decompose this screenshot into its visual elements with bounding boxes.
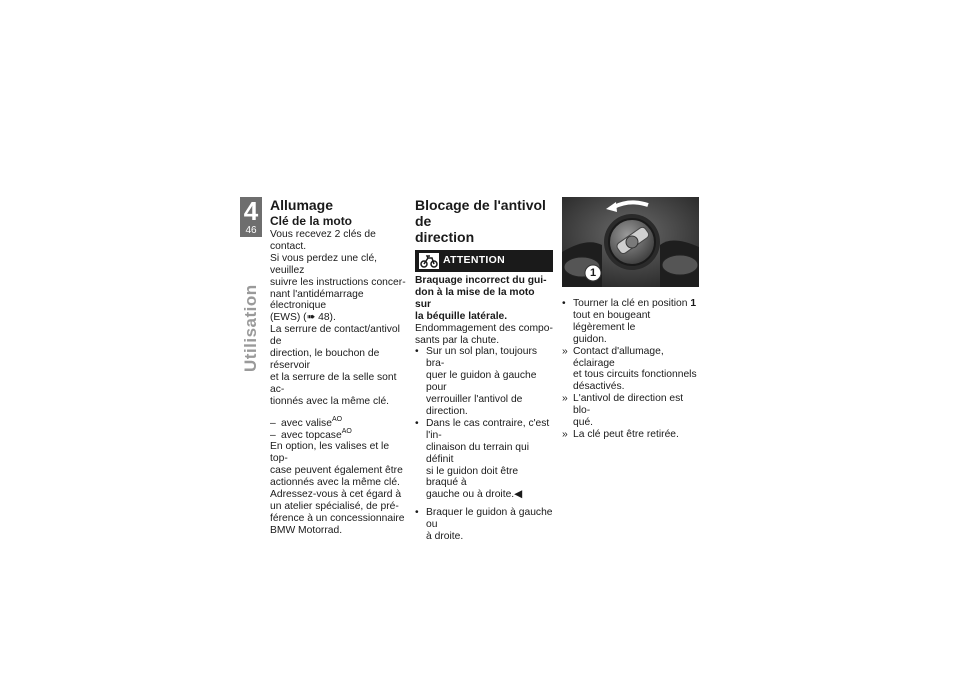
list-item: » La clé peut être retirée.	[562, 428, 679, 440]
list-item: – avec topcase$^{AO}$	[270, 427, 352, 441]
list-item: • Braquer le guidon à gauche ou à droite.	[415, 507, 553, 543]
chapter-side-title: Utilisation	[241, 284, 260, 372]
warning-heading: Braquage incorrect du gui- don à la mise de la moto sur la béquille latérale.	[415, 275, 547, 322]
list-item: • Dans le cas contraire, c'est l'in- clinaison du terrain qui définit si le guidon doit être braqué à gauche ou à droite.◀	[415, 417, 550, 501]
list-item: • Tourner la clé en position 1 tout en bougeant légèrement le guidon.	[562, 298, 697, 345]
warning-title: ATTENTION	[443, 254, 505, 267]
subheading-key: Clé de la moto	[270, 214, 353, 228]
paragraph-keys: Vous recevez 2 clés de contact. Si vous perdez une clé, veuillez suivre les instructions concer- nant l'antidémarrage électronique (EWS) (➠ 48).	[270, 229, 406, 324]
warning-banner	[415, 250, 553, 272]
list-item: – avec valise$^{AO}$	[270, 415, 343, 429]
list-item: • Sur un sol plan, toujours bra- quer le guidon à gauche pour verrouiller l'antivol de direction.	[415, 346, 538, 417]
ignition-lock-photo	[562, 197, 699, 287]
column-ignition	[270, 197, 408, 537]
paragraph-lock: La serrure de contact/antivol de direction, le bouchon de réservoir et la serrure de la selle sont ac- tionnés avec la même clé.	[270, 324, 400, 407]
list-item: » Contact d'allumage, éclairage et tous circuits fonctionnels désactivés.	[562, 345, 697, 393]
section-heading-ignition: Allumage	[270, 197, 334, 213]
page-number: 46	[245, 225, 257, 236]
callout-label: 1	[589, 267, 597, 279]
chapter-number: 4	[243, 196, 259, 226]
warning-bullets	[415, 346, 553, 501]
paragraph-options: En option, les valises et le top- case peuvent également être actionnés avec la même clé. Adressez-vous à cet égard à un atelier spécialisé, de pré- férence à un concessionnaire BMW Motorrad.	[270, 441, 405, 536]
warning-text: Endommagement des compo- sants par la chute.	[415, 322, 553, 346]
procedure-list	[562, 298, 700, 441]
section-heading-steering-lock: Blocage de l'antivol de direction	[415, 197, 546, 245]
ignition-lock-illustration	[562, 197, 699, 287]
list-item: » L'antivol de direction est blo- qué.	[562, 393, 684, 429]
option-list	[270, 415, 408, 442]
step-list	[415, 507, 553, 543]
column-procedure	[562, 298, 700, 441]
column-steering-lock	[415, 197, 553, 543]
motorcycle-warning-icon	[419, 253, 439, 269]
